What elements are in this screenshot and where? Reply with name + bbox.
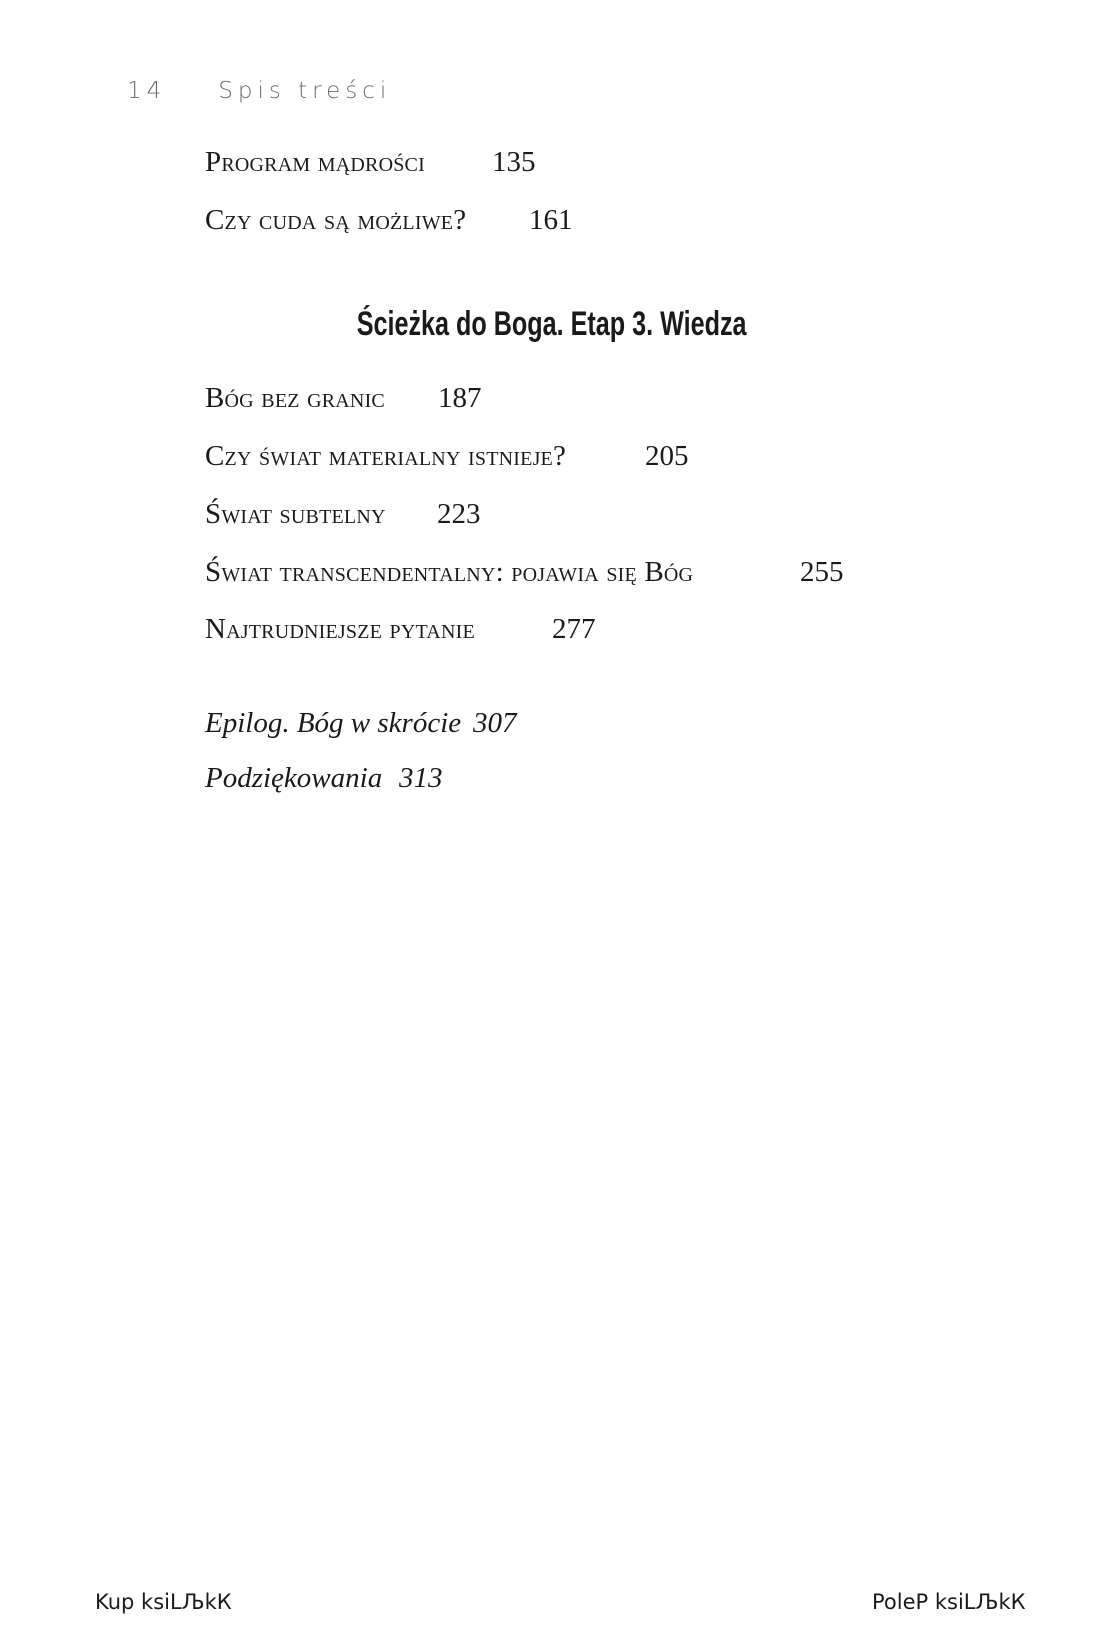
back-matter-title: Podziękowania <box>205 762 383 794</box>
entry-title: Świat subtelny <box>205 498 386 530</box>
entry-page: 161 <box>529 204 573 236</box>
entry-page: 135 <box>492 146 536 178</box>
entry-title: Bóg bez granic <box>205 382 385 414</box>
entry-title: Program mądrości <box>205 146 425 178</box>
back-matter-entry[interactable] <box>205 707 517 740</box>
recommend-book-link[interactable]: PoleР ksiLЉkК <box>872 1590 1026 1614</box>
section-heading: Ścieżka do Boga. Etap 3. Wiedza <box>356 305 747 343</box>
entry-page: 255 <box>800 556 844 588</box>
entry-page: 277 <box>552 613 596 645</box>
back-matter-page: 307 <box>473 707 517 739</box>
entry-page: 205 <box>645 440 689 472</box>
entry-page: 223 <box>437 498 481 530</box>
page-number: 14 <box>127 78 167 104</box>
section-title: Spis treści <box>218 78 392 104</box>
back-matter-page: 313 <box>399 762 443 794</box>
entry-page: 187 <box>438 382 482 414</box>
buy-book-link[interactable]: Kup ksiLЉkК <box>95 1590 232 1614</box>
back-matter-entry[interactable] <box>205 762 443 795</box>
entry-title: Najtrudniejsze pytanie <box>205 613 475 645</box>
entry-title: Czy cuda są możliwe? <box>205 204 467 236</box>
running-head <box>127 78 391 104</box>
entry-title: Czy świat materialny istnieje? <box>205 440 567 472</box>
entry-title: Świat transcendentalny: pojawia się Bóg <box>205 556 694 588</box>
back-matter-title: Epilog. Bóg w skrócie <box>205 707 462 739</box>
